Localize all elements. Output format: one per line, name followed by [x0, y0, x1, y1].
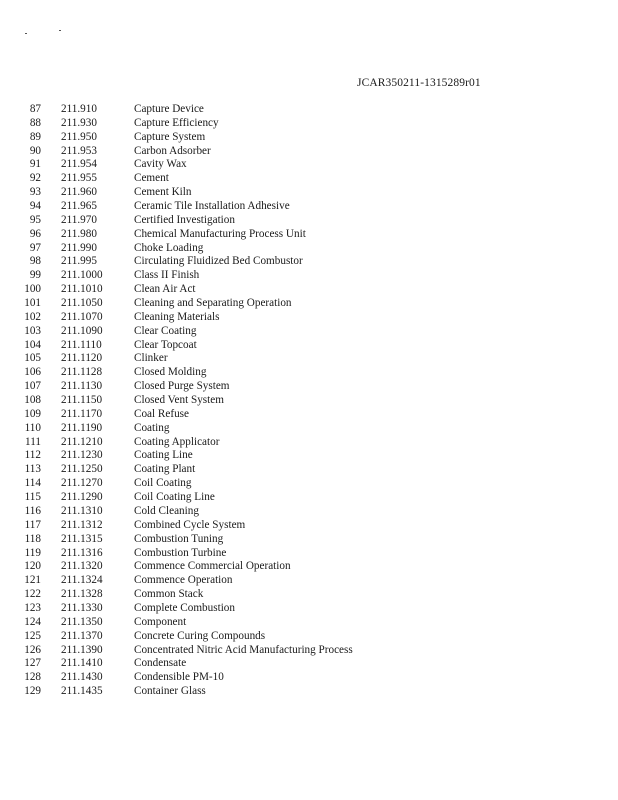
list-item	[0, 463, 618, 477]
section-number: 211.1410	[61, 657, 103, 670]
line-number: 121	[24, 574, 41, 587]
line-number: 109	[24, 407, 41, 420]
list-item	[0, 255, 618, 269]
section-number: 211.1270	[61, 477, 103, 490]
defined-term: Condensate	[134, 657, 187, 670]
section-number: 211.955	[61, 172, 97, 185]
line-number: 116	[24, 504, 41, 517]
defined-term: Condensible PM-10	[134, 671, 224, 684]
list-item	[0, 560, 618, 574]
section-number: 211.1128	[61, 366, 103, 379]
scan-speck	[59, 30, 61, 31]
section-number: 211.1070	[61, 310, 103, 323]
list-item	[0, 449, 618, 463]
defined-term: Clear Topcoat	[134, 338, 197, 351]
list-item	[0, 283, 618, 297]
line-number: 126	[24, 643, 41, 656]
list-item	[0, 588, 618, 602]
defined-term: Chemical Manufacturing Process Unit	[134, 227, 306, 240]
defined-term: Coil Coating	[134, 477, 192, 490]
defined-term: Component	[134, 615, 187, 628]
line-number: 102	[24, 310, 41, 323]
line-number: 106	[24, 366, 41, 379]
section-number: 211.1120	[61, 352, 103, 365]
section-number: 211.965	[61, 200, 97, 213]
section-number: 211.995	[61, 255, 97, 268]
defined-term: Combustion Tuning	[134, 532, 224, 545]
section-number: 211.1290	[61, 491, 103, 504]
defined-term: Coating Line	[134, 449, 193, 462]
defined-term: Coating Applicator	[134, 435, 220, 448]
defined-term: Coating Plant	[134, 463, 196, 476]
defined-term: Common Stack	[134, 588, 204, 601]
list-item	[0, 505, 618, 519]
line-number: 122	[24, 588, 41, 601]
section-number: 211.1312	[61, 518, 103, 531]
line-number: 96	[29, 227, 41, 240]
section-number: 211.1316	[61, 546, 103, 559]
line-number: 127	[24, 657, 41, 670]
list-item	[0, 172, 618, 186]
section-number: 211.1430	[61, 671, 103, 684]
defined-term: Combined Cycle System	[134, 518, 246, 531]
section-number: 211.1090	[61, 324, 103, 337]
section-number: 211.1050	[61, 297, 103, 310]
scan-speck	[25, 33, 27, 34]
list-item	[0, 311, 618, 325]
line-number: 99	[29, 269, 41, 282]
defined-term: Coal Refuse	[134, 407, 189, 420]
defined-term: Choke Loading	[134, 241, 204, 254]
section-number: 211.1010	[61, 283, 103, 296]
line-number: 117	[24, 518, 41, 531]
defined-term: Cold Cleaning	[134, 504, 199, 517]
line-number: 124	[24, 615, 41, 628]
section-number: 211.1210	[61, 435, 103, 448]
list-item	[0, 533, 618, 547]
section-number: 211.1315	[61, 532, 103, 545]
defined-term: Cement Kiln	[134, 186, 192, 199]
defined-term: Concentrated Nitric Acid Manufacturing Process	[134, 643, 353, 656]
line-number: 111	[25, 435, 41, 448]
section-number: 211.1000	[61, 269, 103, 282]
defined-term: Capture System	[134, 130, 206, 143]
section-number: 211.1320	[61, 560, 103, 573]
list-item	[0, 339, 618, 353]
section-number: 211.1130	[61, 380, 103, 393]
line-number: 101	[24, 297, 41, 310]
section-number: 211.1190	[61, 421, 103, 434]
line-number: 98	[29, 255, 41, 268]
line-number: 90	[29, 144, 41, 157]
defined-term: Commence Commercial Operation	[134, 560, 291, 573]
list-item	[0, 269, 618, 283]
list-item	[0, 422, 618, 436]
defined-term: Closed Purge System	[134, 380, 230, 393]
defined-term: Coating	[134, 421, 170, 434]
defined-term: Concrete Curing Compounds	[134, 629, 266, 642]
section-number: 211.1170	[61, 407, 103, 420]
line-number: 115	[24, 491, 41, 504]
list-item	[0, 117, 618, 131]
list-item	[0, 325, 618, 339]
line-number: 97	[29, 241, 41, 254]
section-number: 211.1328	[61, 588, 103, 601]
line-number: 92	[29, 172, 41, 185]
line-number: 125	[24, 629, 41, 642]
list-item	[0, 436, 618, 450]
section-number: 211.1350	[61, 615, 103, 628]
document-id: JCAR350211-1315289r01	[357, 77, 481, 89]
defined-term: Class II Finish	[134, 269, 200, 282]
list-item	[0, 103, 618, 117]
section-number: 211.1330	[61, 601, 103, 614]
defined-term: Coil Coating Line	[134, 491, 215, 504]
defined-term: Cleaning and Separating Operation	[134, 297, 292, 310]
list-item	[0, 297, 618, 311]
section-number: 211.953	[61, 144, 97, 157]
list-item	[0, 547, 618, 561]
section-number: 211.1390	[61, 643, 103, 656]
list-item	[0, 574, 618, 588]
list-item	[0, 352, 618, 366]
line-number: 128	[24, 671, 41, 684]
section-number: 211.960	[61, 186, 97, 199]
defined-term: Cleaning Materials	[134, 310, 220, 323]
line-number: 100	[24, 283, 41, 296]
line-number: 118	[24, 532, 41, 545]
line-number: 110	[24, 421, 41, 434]
section-number: 211.1230	[61, 449, 103, 462]
list-item	[0, 200, 618, 214]
list-item	[0, 158, 618, 172]
line-number: 108	[24, 394, 41, 407]
list-item	[0, 477, 618, 491]
line-number: 129	[24, 685, 41, 698]
defined-term: Closed Vent System	[134, 394, 224, 407]
line-number: 107	[24, 380, 41, 393]
section-number: 211.954	[61, 158, 97, 171]
line-number: 93	[29, 186, 41, 199]
list-item	[0, 408, 618, 422]
list-item	[0, 491, 618, 505]
line-number: 103	[24, 324, 41, 337]
line-number: 119	[24, 546, 41, 559]
section-number: 211.980	[61, 227, 97, 240]
section-number: 211.1370	[61, 629, 103, 642]
section-number: 211.970	[61, 213, 97, 226]
section-number: 211.910	[61, 103, 97, 115]
line-number: 114	[24, 477, 41, 490]
section-number: 211.1435	[61, 685, 103, 698]
defined-term: Container Glass	[134, 685, 206, 698]
defined-term: Complete Combustion	[134, 601, 235, 614]
line-number: 120	[24, 560, 41, 573]
defined-term: Capture Device	[134, 103, 204, 115]
line-number: 89	[29, 130, 41, 143]
line-number: 94	[29, 200, 41, 213]
defined-term: Combustion Turbine	[134, 546, 227, 559]
line-number: 123	[24, 601, 41, 614]
section-number: 211.1150	[61, 394, 103, 407]
line-number: 87	[29, 103, 41, 115]
defined-term: Carbon Adsorber	[134, 144, 211, 157]
line-number: 95	[29, 213, 41, 226]
defined-term: Closed Molding	[134, 366, 207, 379]
defined-term: Circulating Fluidized Bed Combustor	[134, 255, 303, 268]
list-item	[0, 366, 618, 380]
defined-term: Ceramic Tile Installation Adhesive	[134, 200, 290, 213]
line-number: 105	[24, 352, 41, 365]
section-number: 211.990	[61, 241, 97, 254]
line-number: 104	[24, 338, 41, 351]
line-number: 88	[29, 116, 41, 129]
list-item	[0, 644, 618, 658]
list-item	[0, 242, 618, 256]
line-number: 91	[29, 158, 41, 171]
list-item	[0, 214, 618, 228]
list-item	[0, 657, 618, 671]
list-item	[0, 630, 618, 644]
list-item	[0, 671, 618, 685]
line-number: 113	[24, 463, 41, 476]
definitions-list	[0, 103, 618, 699]
defined-term: Capture Efficiency	[134, 116, 219, 129]
section-number: 211.1324	[61, 574, 103, 587]
defined-term: Certified Investigation	[134, 213, 235, 226]
list-item	[0, 380, 618, 394]
list-item	[0, 616, 618, 630]
section-number: 211.950	[61, 130, 97, 143]
section-number: 211.1250	[61, 463, 103, 476]
section-number: 211.1110	[61, 338, 102, 351]
list-item	[0, 685, 618, 699]
defined-term: Clear Coating	[134, 324, 197, 337]
list-item	[0, 131, 618, 145]
line-number: 112	[24, 449, 41, 462]
list-item	[0, 145, 618, 159]
defined-term: Commence Operation	[134, 574, 233, 587]
section-number: 211.930	[61, 116, 97, 129]
defined-term: Cement	[134, 172, 169, 185]
defined-term: Clinker	[134, 352, 168, 365]
list-item	[0, 228, 618, 242]
section-number: 211.1310	[61, 504, 103, 517]
defined-term: Clean Air Act	[134, 283, 196, 296]
list-item	[0, 186, 618, 200]
defined-term: Cavity Wax	[134, 158, 187, 171]
list-item	[0, 602, 618, 616]
list-item	[0, 519, 618, 533]
list-item	[0, 394, 618, 408]
